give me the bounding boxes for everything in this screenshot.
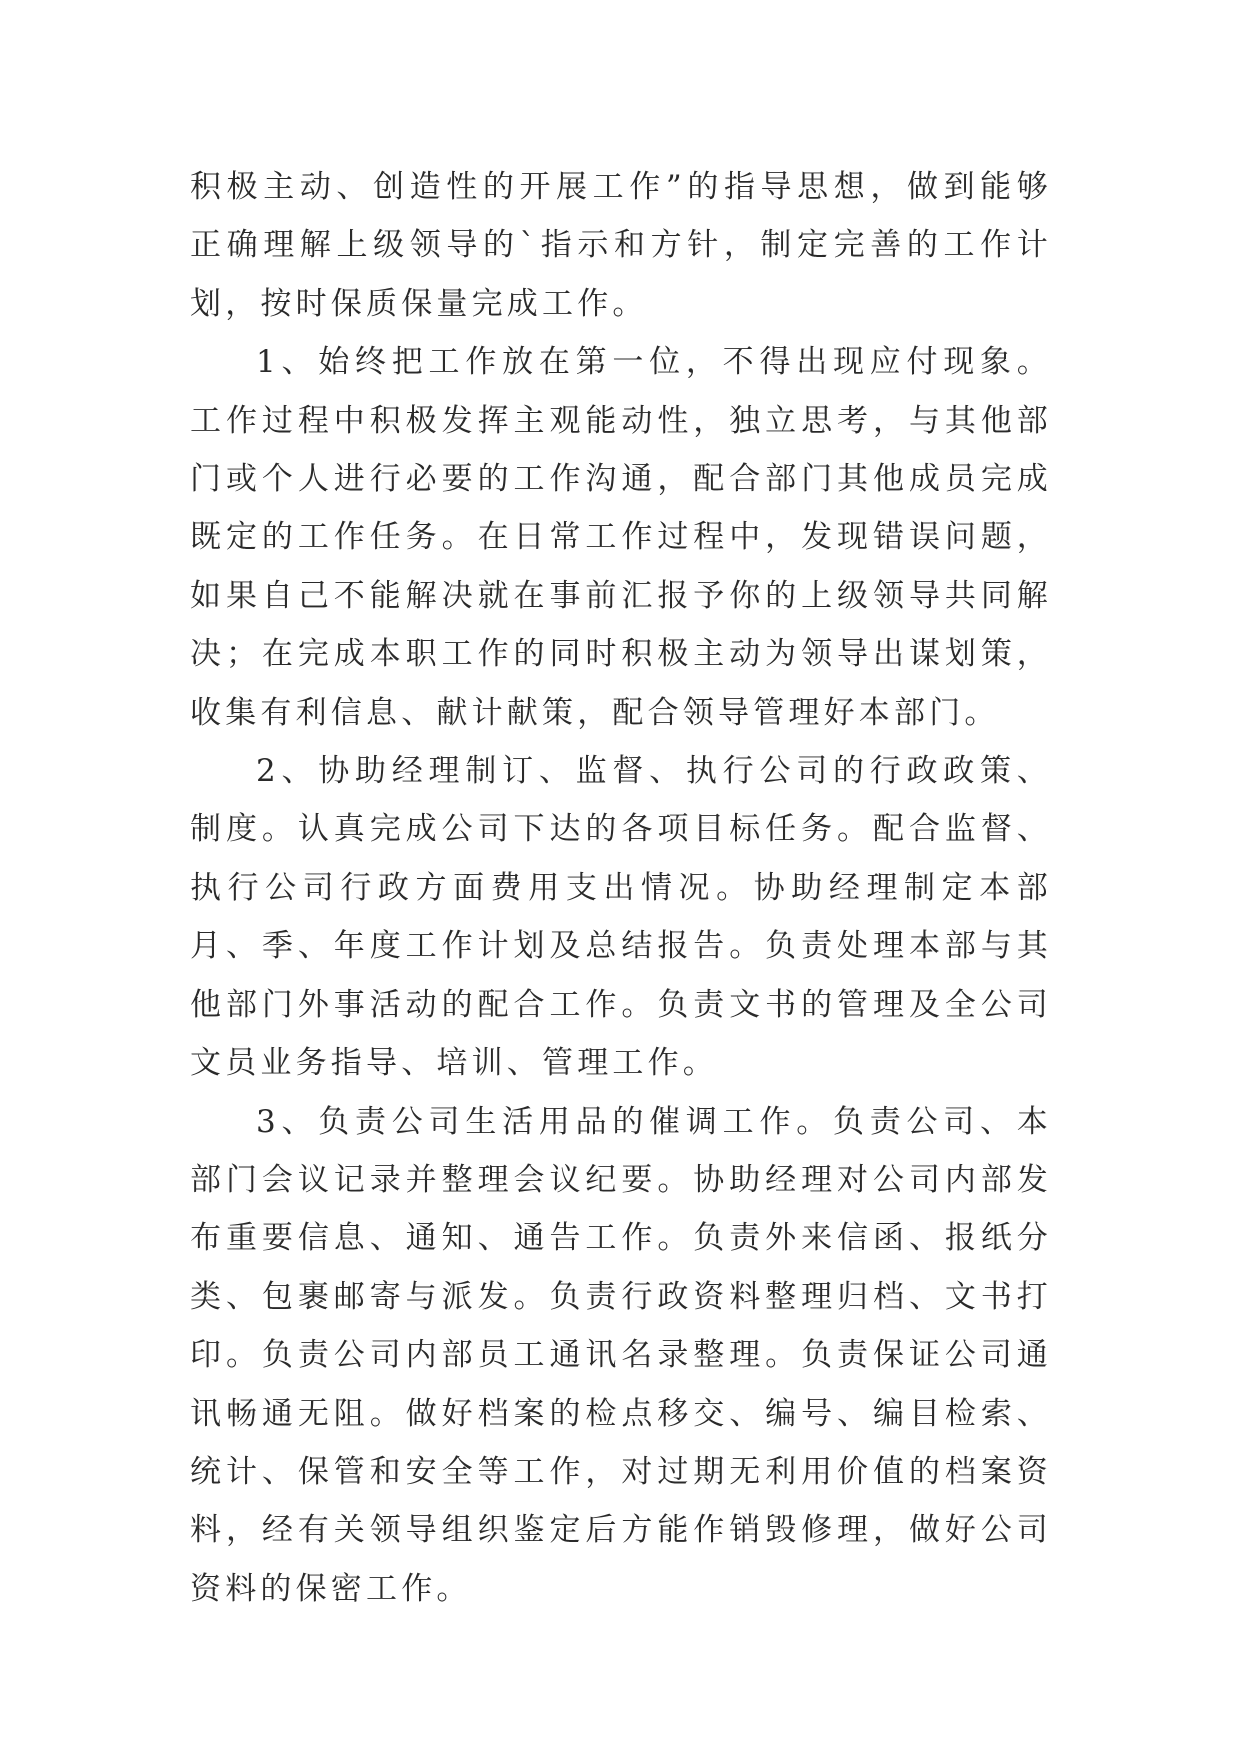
paragraph-intro: 积极主动、创造性的开展工作”的指导思想，做到能够正确理解上级领导的`指示和方针，制定完善的工作计划，按时保质保量完成工作。 — [190, 169, 1052, 322]
paragraph-item-1: 1、始终把工作放在第一位，不得出现应付现象。工作过程中积极发挥主观能动性，独立思考，与其他部门或个人进行必要的工作沟通，配合部门其他成员完成既定的工作任务。在日常工作过程中，发现错误问题，如果自己不能解决就在事前汇报予你的上级领导共同解决；在完成本职工作的同时积极主动为领导出谋划策，收集有利信息、献计献策，配合领导管理好本部门。 — [190, 344, 1052, 731]
document-body — [190, 158, 1052, 1618]
paragraph-item-3: 3、负责公司生活用品的催调工作。负责公司、本部门会议记录并整理会议纪要。协助经理对公司内部发布重要信息、通知、通告工作。负责外来信函、报纸分类、包裹邮寄与派发。负责行政资料整理归档、文书打印。负责公司内部员工通讯名录整理。负责保证公司通讯畅通无阻。做好档案的检点移交、编号、编目检索、统计、保管和安全等工作，对过期无利用价值的档案资料，经有关领导组织鉴定后方能作销毁修理，做好公司资料的保密工作。 — [190, 1103, 1052, 1607]
paragraph-item-2: 2、协助经理制订、监督、执行公司的行政政策、制度。认真完成公司下达的各项目标任务。配合监督、执行公司行政方面费用支出情况。协助经理制定本部月、季、年度工作计划及总结报告。负责处理本部与其他部门外事活动的配合工作。负责文书的管理及全公司文员业务指导、培训、管理工作。 — [190, 753, 1052, 1082]
